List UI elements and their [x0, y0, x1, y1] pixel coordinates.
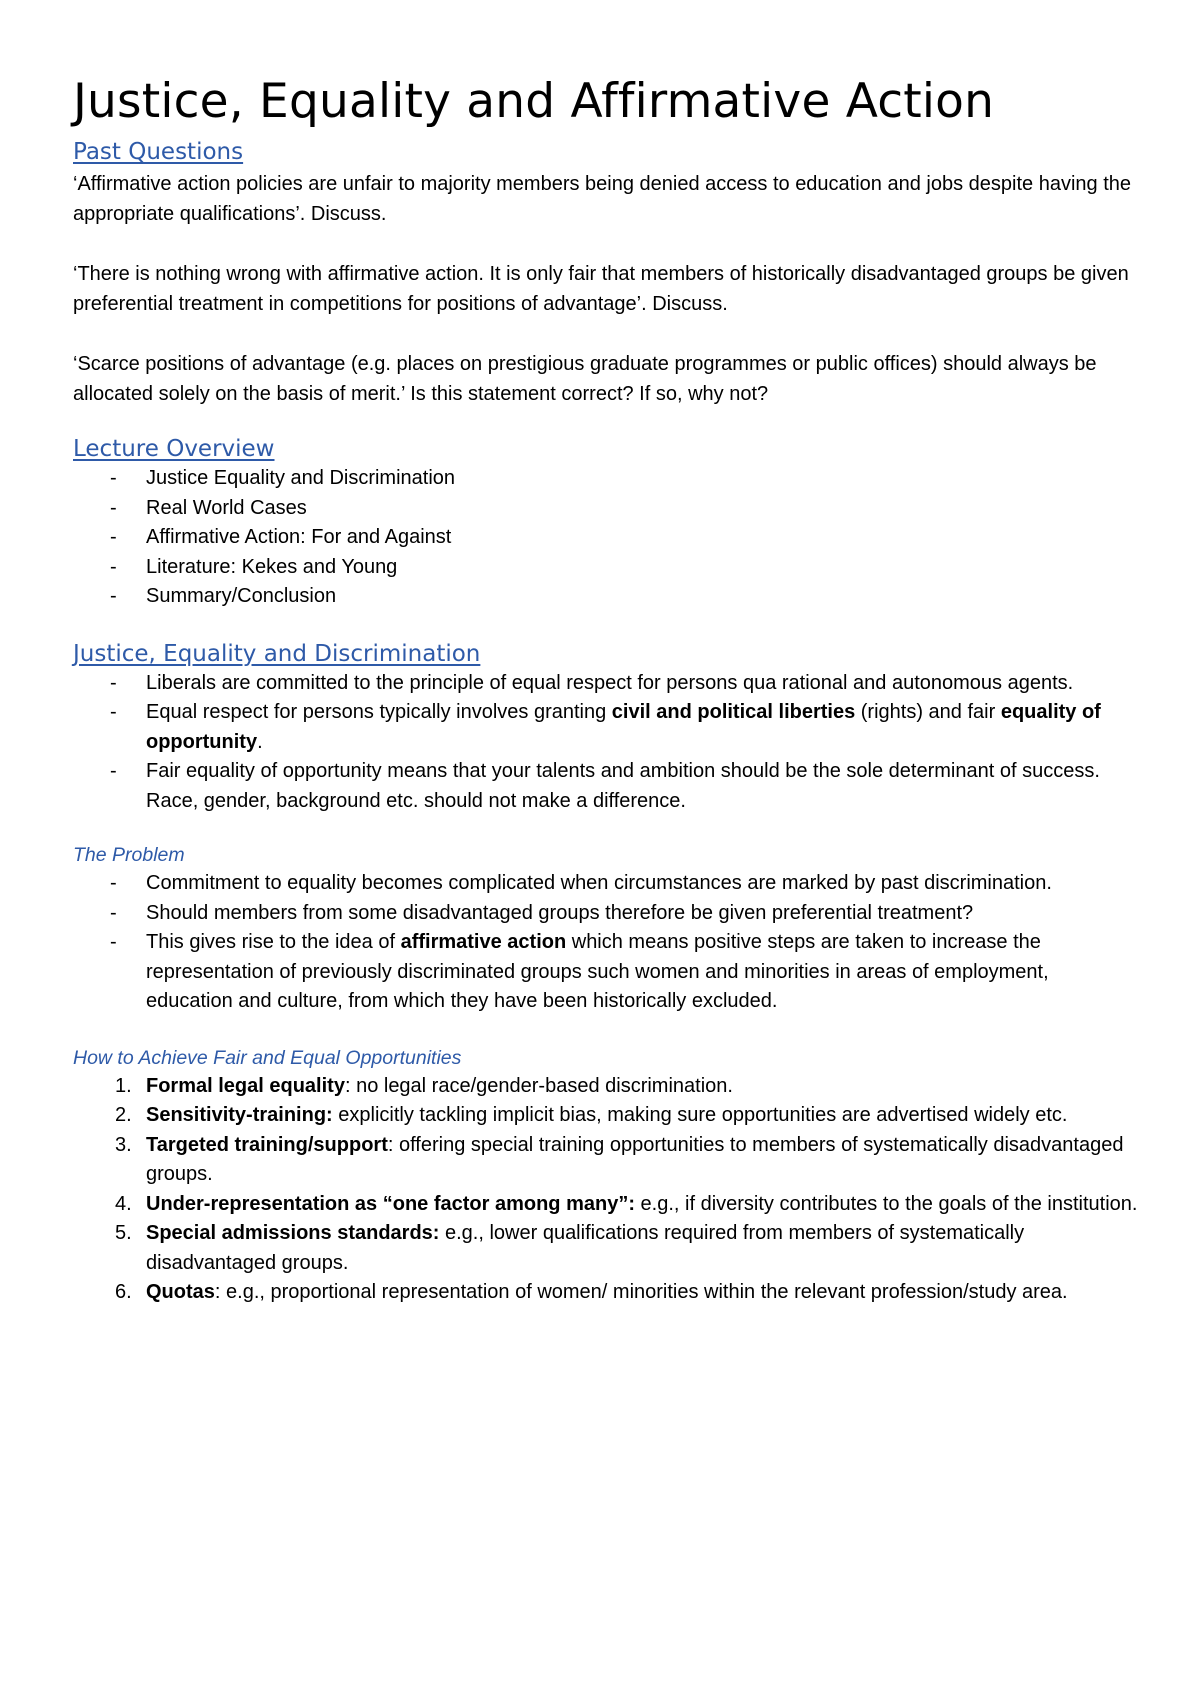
item-text: : e.g., proportional representation of women/ minorities within the relevant profession/study area. [214, 1281, 1068, 1303]
how-to-achieve-list [73, 1072, 1138, 1308]
dash-marker: - [110, 496, 117, 519]
heading-past-questions: Past Questions [73, 139, 244, 165]
justice-equality-list [73, 669, 1138, 817]
list-item [73, 669, 1138, 699]
list-item [73, 869, 1138, 899]
list-item-text: Should members from some disadvantaged groups therefore be given preferential treatment? [146, 901, 974, 924]
numbered-item [73, 1131, 1138, 1190]
list-item-text: Liberals are committed to the principle of equal respect for persons qua rational and autonomous agents. [146, 671, 1074, 694]
subheading-the-problem: The Problem [73, 844, 185, 866]
list-item [73, 899, 1138, 929]
dash-marker: - [110, 671, 117, 694]
numbered-item [73, 1278, 1138, 1308]
list-item-text: Justice Equality and Discrimination [146, 467, 456, 489]
dash-marker: - [110, 555, 117, 578]
subheading-how-to-achieve: How to Achieve Fair and Equal Opportunities [73, 1046, 462, 1069]
past-question-2: ‘There is nothing wrong with affirmative action. It is only fair that members of historically disadvantaged groups be given preferential treatment in competitions for positions of advantage’. Discuss. [73, 263, 1129, 315]
dash-marker: - [110, 931, 117, 953]
item-number: 2. [115, 1104, 132, 1126]
list-item-text: Fair equality of opportunity means that your talents and ambition should be the sole determinant of success. Race, gender, background etc. should not make a difference. [146, 760, 1100, 812]
numbered-item [73, 1072, 1138, 1102]
bold-term: Quotas [146, 1281, 215, 1303]
list-item [73, 523, 1138, 553]
item-text: : offering special training opportunities to members of systematically disadvantaged groups. [146, 1133, 1124, 1185]
dash-marker: - [110, 901, 117, 924]
item-text: : no legal race/gender-based discrimination. [344, 1074, 733, 1097]
heading-justice-equality-discrimination: Justice, Equality and Discrimination [73, 640, 481, 667]
list-item [73, 582, 1138, 612]
bold-term: Special admissions standards: [146, 1222, 440, 1244]
list-item [73, 757, 1138, 816]
item-number: 3. [115, 1133, 132, 1156]
item-number: 4. [115, 1192, 132, 1215]
list-item-text: which means positive steps are taken to increase the representation of previously discriminated groups such women and minorities in areas of employment, education and culture, from which they have been historically excluded. [146, 931, 1049, 1012]
item-number: 6. [115, 1281, 132, 1303]
the-problem-list [73, 869, 1138, 1017]
list-item [73, 928, 1138, 1017]
list-item-text: Real World Cases [146, 496, 307, 519]
numbered-item [73, 1101, 1138, 1131]
dash-marker: - [110, 701, 117, 723]
bold-term: Sensitivity-training: [146, 1104, 333, 1126]
item-text: e.g., lower qualifications required from members of systematically disadvantaged groups. [146, 1222, 1025, 1274]
list-item [73, 698, 1138, 757]
item-number: 5. [115, 1222, 132, 1244]
past-question-1: ‘Affirmative action policies are unfair to majority members being denied access to education and jobs despite having the appropriate qualifications’. Discuss. [73, 173, 1131, 225]
list-item-text: . [257, 730, 263, 753]
list-item-text: Literature: Kekes and Young [146, 555, 398, 578]
list-item-text: This gives rise to the idea of [146, 931, 401, 953]
past-question-3: ‘Scarce positions of advantage (e.g. places on prestigious graduate programmes or public offices) should always be allocated solely on the basis of merit.’ Is this statement correct? If so, why not? [73, 353, 1097, 405]
list-item [73, 494, 1138, 524]
dash-marker: - [110, 760, 117, 782]
item-text: e.g., if diversity contributes to the goals of the institution. [634, 1192, 1138, 1215]
bold-term: Targeted training/support [146, 1133, 388, 1156]
list-item-text: Affirmative Action: For and Against [146, 526, 452, 548]
document-title: Justice, Equality and Affirmative Action [73, 74, 995, 129]
list-item-text: Commitment to equality becomes complicated when circumstances are marked by past discrimination. [146, 872, 1052, 894]
lecture-overview-list [73, 464, 1138, 612]
list-item-text: Summary/Conclusion [146, 585, 337, 607]
list-item [73, 464, 1138, 494]
list-item-text: Equal respect for persons typically involves granting [146, 701, 612, 723]
document-page [73, 72, 1138, 1308]
bold-term: Under-representation as “one factor among many”: [146, 1192, 635, 1215]
bold-term: affirmative action [400, 931, 567, 953]
bold-term: equality of opportunity [146, 701, 1101, 753]
heading-lecture-overview: Lecture Overview [73, 436, 275, 462]
dash-marker: - [110, 585, 117, 607]
numbered-item [73, 1190, 1138, 1220]
dash-marker: - [110, 872, 117, 894]
bold-term: civil and political liberties [611, 701, 856, 723]
bold-term: Formal legal equality [146, 1074, 345, 1097]
list-item-text: (rights) and fair [855, 701, 1001, 723]
numbered-item [73, 1219, 1138, 1278]
dash-marker: - [110, 526, 117, 548]
dash-marker: - [110, 467, 117, 489]
list-item [73, 553, 1138, 583]
item-number: 1. [115, 1074, 132, 1097]
item-text: explicitly tackling implicit bias, making sure opportunities are advertised widely etc. [332, 1104, 1068, 1126]
